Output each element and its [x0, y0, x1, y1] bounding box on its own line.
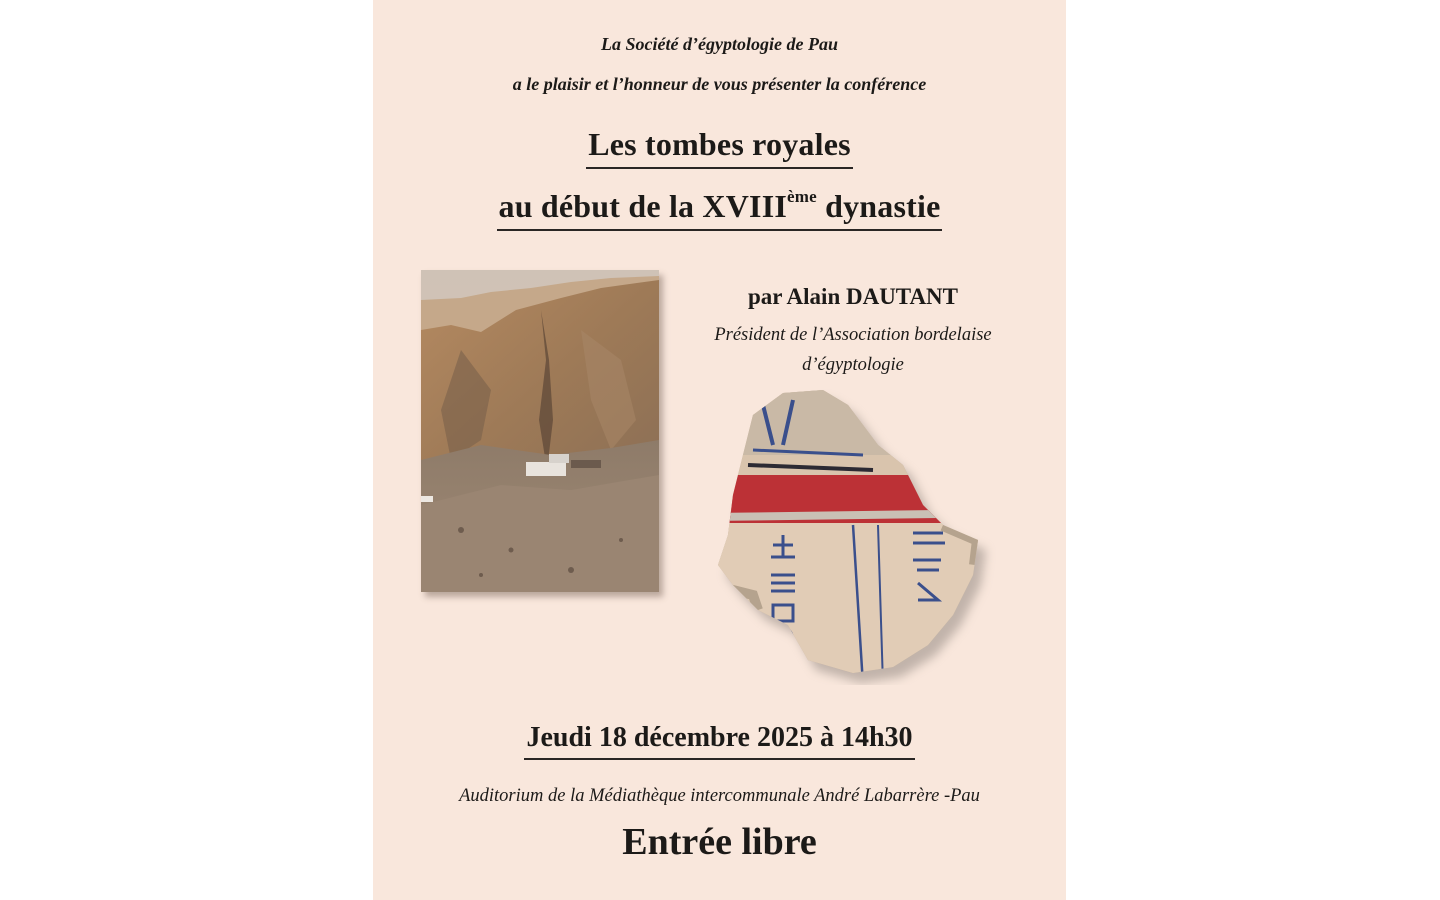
painted-fragment-image: [713, 385, 1013, 685]
event-venue: Auditorium de la Médiathèque intercommunale André Labarrère -Pau: [459, 786, 980, 806]
author-name: par Alain DAUTANT: [747, 284, 959, 309]
painted-fragment-svg: [713, 385, 1013, 685]
title-line-2-post: dynastie: [816, 188, 941, 224]
title-line-2-superscript: ème: [787, 187, 817, 206]
author-role-line-2: d’égyptologie: [802, 355, 904, 375]
event-poster: [373, 0, 1066, 900]
author-role-line-1: Président de l’Association bordelaise: [714, 325, 992, 345]
intro-line-society: La Société d’égyptologie de Pau: [601, 34, 838, 54]
event-date: [373, 722, 1066, 760]
valley-tomb-photo: [421, 270, 659, 592]
event-date-text: Jeudi 18 décembre 2025 à 14h30: [524, 722, 914, 760]
author-block: [698, 284, 1008, 380]
title-line-1: [373, 126, 1066, 169]
title-line-1-text: Les tombes royales: [586, 126, 853, 169]
title-line-2-pre: au début de la XVIII: [498, 188, 788, 224]
intro-line-presentation: a le plaisir et l’honneur de vous présenter la conférence: [512, 74, 927, 94]
title-line-2-text: [497, 188, 943, 231]
free-entry-label: Entrée libre: [622, 821, 817, 863]
valley-tomb-photo-image: [421, 270, 659, 592]
title-line-2: [373, 188, 1066, 231]
